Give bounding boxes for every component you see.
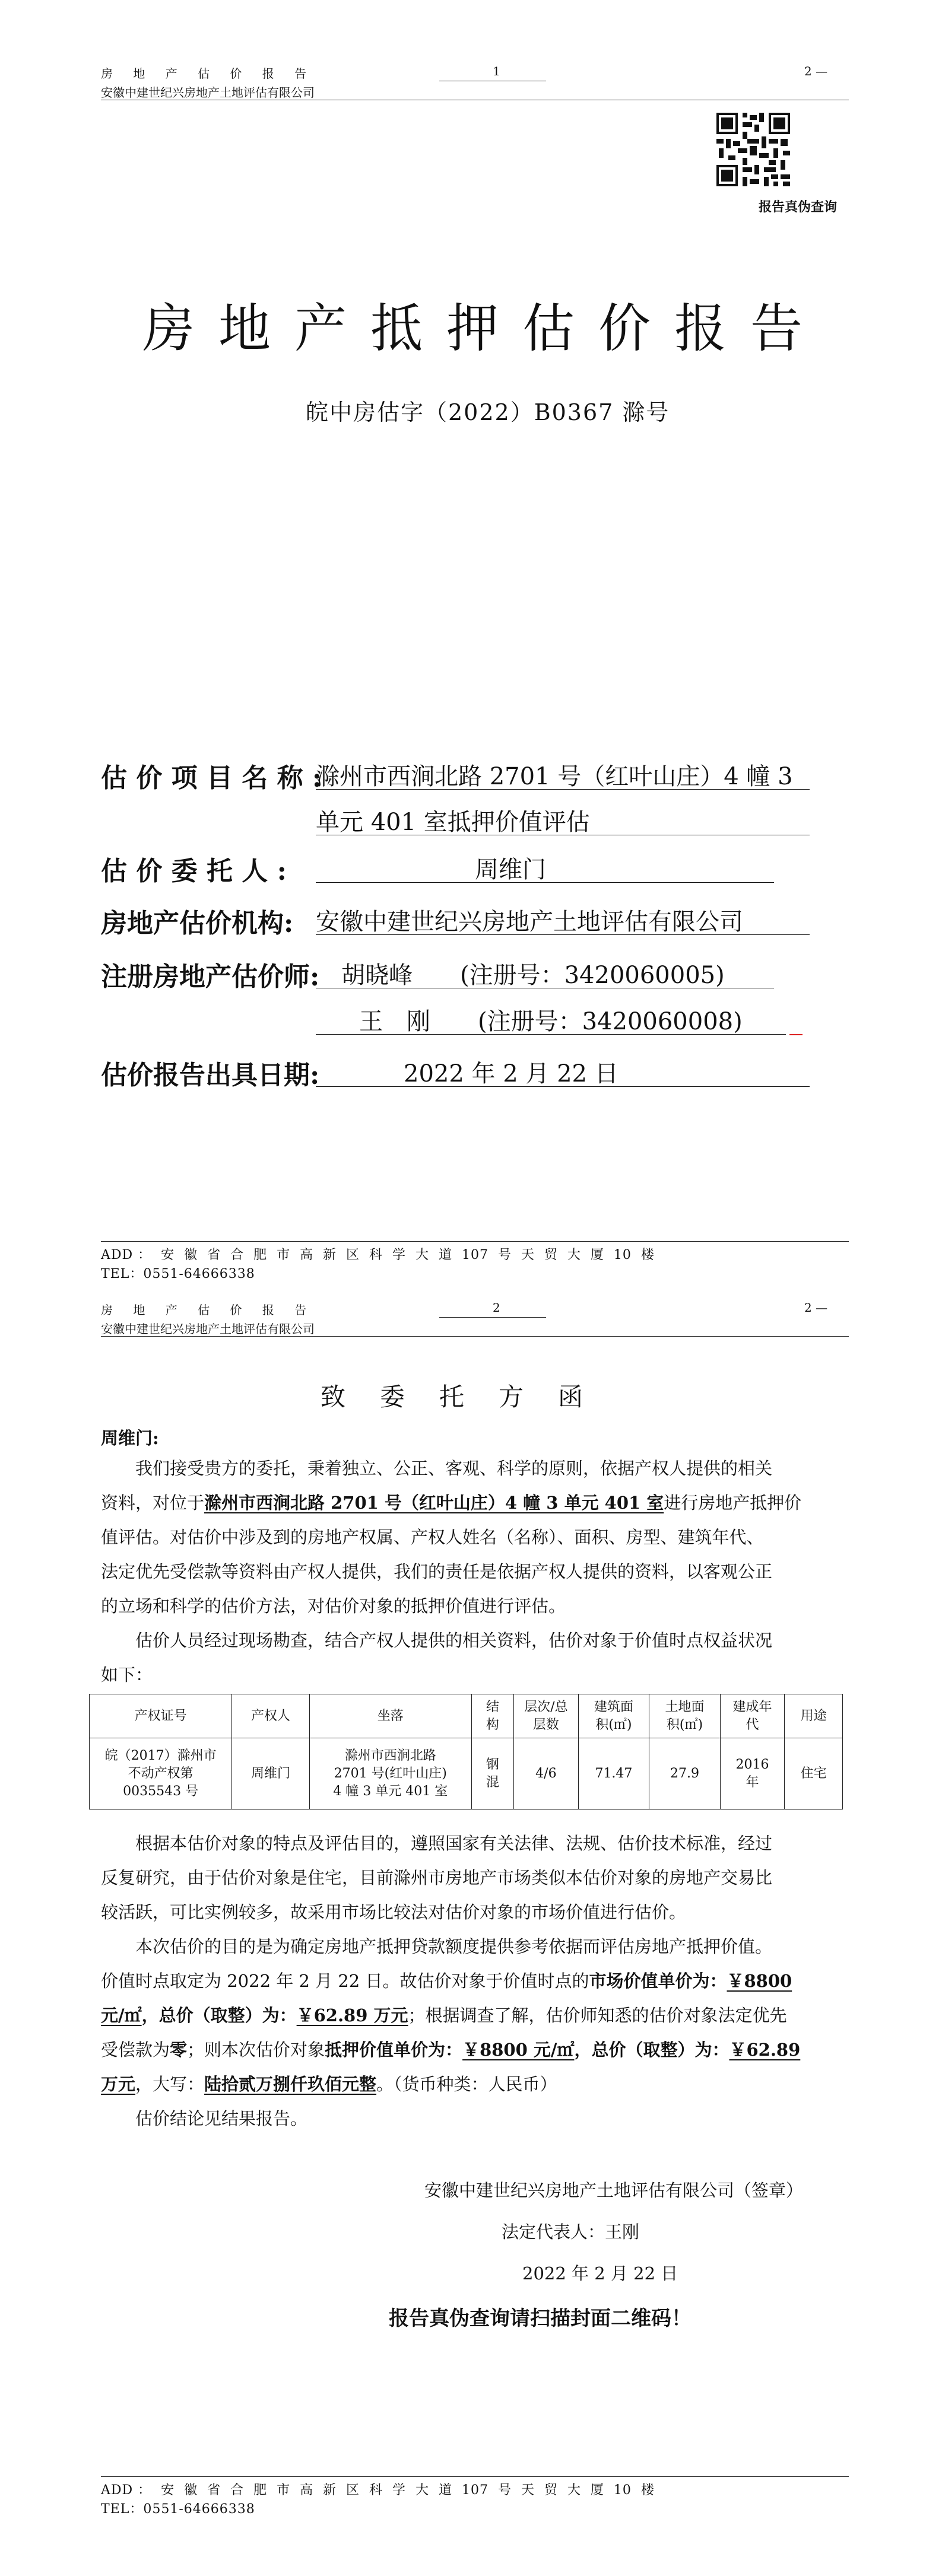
mortgage-total-price: ￥62.89	[729, 2040, 801, 2060]
header-company: 安徽中建世纪兴房地产土地评估有限公司	[101, 1322, 315, 1336]
property-table	[89, 1694, 843, 1809]
signature-date: 2022 年 2 月 22 日	[522, 2263, 678, 2284]
header-title: 房 地 产 估 价 报 告	[101, 66, 315, 81]
para3-line3: 较活跃，可比实例较多，故采用市场比较法对估价对象的市场价值进行估价。	[101, 1902, 687, 1922]
signature-representative: 法定代表人：王刚	[502, 2222, 640, 2242]
para4-line4: 受偿款为零；则本次估价对象抵押价值单价为：￥8800 元/㎡，总价（取整）为：￥62.89	[101, 2040, 801, 2060]
verification-notice: 报告真伪查询请扫描封面二维码！	[389, 2307, 692, 2330]
para2-line2: 如下：	[101, 1665, 153, 1685]
red-mark	[789, 1034, 803, 1035]
project-name-label: 估 价 项 目 名 称 :	[101, 763, 322, 793]
table-row	[90, 1738, 843, 1809]
para4-line5: 万元，大写：陆拾贰万捌仟玖佰元整。（货币种类：人民币）	[101, 2074, 557, 2094]
table-header: 用途	[785, 1694, 843, 1738]
para4-line1: 本次估价的目的是为确定房地产抵押贷款额度提供参考依据而评估房地产抵押价值。	[135, 1936, 773, 1957]
table-cell: 27.9	[649, 1738, 721, 1809]
table-cell: 皖（2017）滁州市 不动产权第 0035543 号	[90, 1738, 232, 1809]
market-unit-price: ￥8800	[727, 1971, 792, 1991]
issue-date-label: 估价报告出具日期:	[101, 1060, 320, 1090]
project-name-line1: 滁州市西涧北路 2701 号（红叶山庄）4 幢 3	[316, 763, 793, 790]
footer-address: ADD ： 安 徽 省 合 肥 市 高 新 区 科 学 大 道 107 号 天 贸 大 厦 10 楼	[101, 1248, 655, 1262]
agency-value: 安徽中建世纪兴房地产土地评估有限公司	[316, 908, 743, 936]
issue-date-value: 2022 年 2 月 22 日	[404, 1060, 619, 1087]
appraiser-2: 王 刚 (注册号：3420060008)	[359, 1008, 743, 1035]
page-number: 1	[493, 64, 500, 78]
letter-title: 致委托方函	[321, 1382, 618, 1411]
para2-line1: 估价人员经过现场勘查，结合产权人提供的相关资料，估价对象于价值时点权益状况	[135, 1630, 773, 1650]
para5: 估价结论见结果报告。	[135, 2108, 308, 2129]
client-label: 估 价 委 托 人 :	[101, 856, 287, 886]
table-header: 土地面 积(㎡)	[649, 1694, 721, 1738]
para4-line2: 价值时点取定为 2022 年 2 月 22 日。故估价对象于价值时点的市场价值单价为：￥8800	[101, 1971, 792, 1991]
para3-line1: 根据本估价对象的特点及评估目的，遵照国家有关法律、法规、估价技术标准，经过	[135, 1833, 773, 1853]
table-header: 建筑面 积(㎡)	[578, 1694, 649, 1738]
header-title: 房 地 产 估 价 报 告	[101, 1303, 315, 1317]
table-header: 产权人	[232, 1694, 310, 1738]
table-cell: 2016 年	[720, 1738, 785, 1809]
page-total: 2 —	[804, 64, 828, 78]
property-address: 滁州市西涧北路 2701 号（红叶山庄）4 幢 3 单元 401 室	[204, 1493, 664, 1513]
appraiser-1: 胡晓峰 (注册号：3420060005)	[341, 962, 725, 989]
footer-tel: TEL：0551-64666338	[101, 2502, 255, 2517]
header-company: 安徽中建世纪兴房地产土地评估有限公司	[101, 85, 315, 100]
qr-label: 报告真伪查询	[759, 199, 838, 215]
table-header: 建成年 代	[720, 1694, 785, 1738]
table-cell: 周维门	[232, 1738, 310, 1809]
table-cell: 4/6	[514, 1738, 579, 1809]
project-name-line2: 单元 401 室抵押价值评估	[316, 809, 590, 836]
para3-line2: 反复研究，由于估价对象是住宅，目前滁州市房地产市场类似本估价对象的房地产交易比	[101, 1868, 773, 1888]
table-header: 层次/总 层数	[514, 1694, 579, 1738]
table-header: 产权证号	[90, 1694, 232, 1738]
salutation: 周维门:	[101, 1428, 159, 1448]
footer-tel: TEL：0551-64666338	[101, 1267, 255, 1281]
market-total-price: ￥62.89 万元	[296, 2005, 408, 2025]
client-value: 周维门	[475, 856, 546, 883]
page-total: 2 —	[804, 1300, 828, 1315]
mortgage-unit-price: ￥8800 元/㎡	[462, 2040, 575, 2060]
document-number: 皖中房估字（2022）B0367 滁号	[306, 399, 670, 425]
para1-line3: 值评估。对估价中涉及到的房地产权属、产权人姓名（名称）、面积、房型、建筑年代、	[101, 1527, 764, 1547]
table-cell: 71.47	[578, 1738, 649, 1809]
table-header-row	[90, 1694, 843, 1738]
amount-in-words: 陆拾贰万捌仟玖佰元整	[204, 2074, 377, 2094]
qr-code-icon	[714, 110, 792, 189]
appraiser-label: 注册房地产估价师:	[101, 962, 320, 992]
table-cell: 住宅	[785, 1738, 843, 1809]
para1-line2: 资料，对位于滁州市西涧北路 2701 号（红叶山庄）4 幢 3 单元 401 室进行房地产抵押价	[101, 1493, 802, 1513]
page-number: 2	[493, 1300, 500, 1315]
report-title: 房地产抵押估价报告	[142, 298, 827, 359]
table-cell: 钢 混	[471, 1738, 513, 1809]
para1-line1: 我们接受贵方的委托，秉着独立、公正、客观、科学的原则，依据产权人提供的相关	[135, 1458, 773, 1478]
table-header: 结 构	[471, 1694, 513, 1738]
para1-line4: 法定优先受偿款等资料由产权人提供，我们的责任是依据产权人提供的资料，以客观公正	[101, 1561, 773, 1582]
signature-company: 安徽中建世纪兴房地产土地评估有限公司（签章）	[424, 2180, 804, 2200]
para4-line3: 元/㎡，总价（取整）为：￥62.89 万元；根据调查了解，估价师知悉的估价对象法定优先	[101, 2005, 787, 2025]
table-cell: 滁州市西涧北路 2701 号(红叶山庄) 4 幢 3 单元 401 室	[309, 1738, 471, 1809]
table-header: 坐落	[309, 1694, 471, 1738]
para1-line5: 的立场和科学的估价方法，对估价对象的抵押价值进行评估。	[101, 1596, 566, 1616]
agency-label: 房地产估价机构:	[101, 908, 294, 939]
footer-address: ADD ： 安 徽 省 合 肥 市 高 新 区 科 学 大 道 107 号 天 贸 大 厦 10 楼	[101, 2483, 655, 2498]
